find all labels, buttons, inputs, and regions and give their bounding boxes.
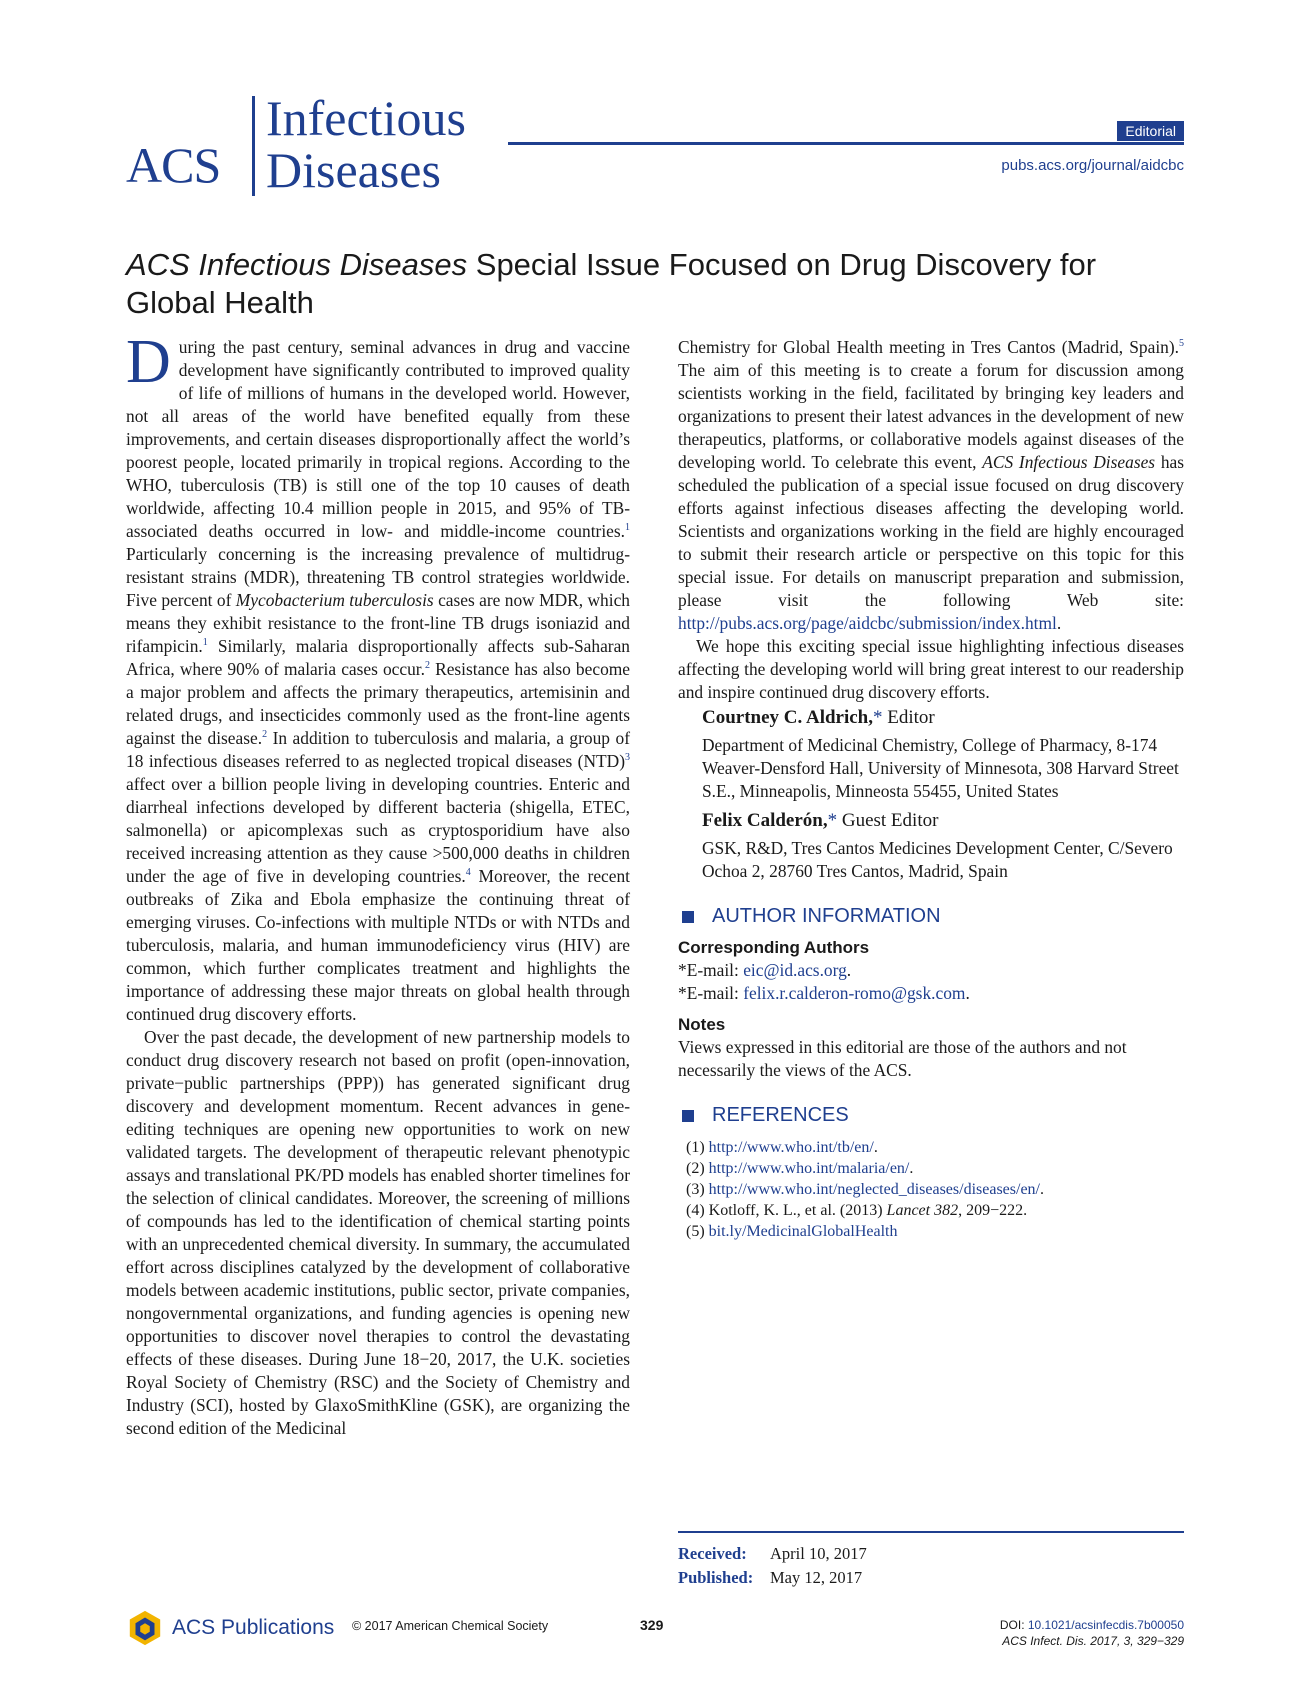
text-run: cases are now MDR, which means they exhibit resistance to the front-line TB drugs isoniazid and rifampicin. <box>126 590 630 656</box>
text-run: Similarly, malaria disproportionally affects sub-Saharan Africa, where 90% of malaria cases occur. <box>126 636 630 679</box>
author-name: Felix Calderón, <box>702 810 828 831</box>
text-run: uring the past century, seminal advances in drug and vaccine development have significantly contributed to improved quality of life of millions of humans in the developed world. However, not all areas of the world have benefited equally from these improvements, and certain diseases disproportionally affect the world’s poorest people, located primarily in tropical regions. According to the WHO, tuberculosis (TB) is still one of the top 10 causes of death worldwide, affecting 10.4 million people in 2015, and 95% of TB-associated deaths occurred in low- and middle-income countries. <box>126 337 630 541</box>
reference-item <box>686 1137 1184 1158</box>
email-line-2 <box>678 982 1184 1005</box>
text-run: . <box>1056 613 1062 633</box>
email-link[interactable]: eic@id.acs.org <box>743 960 847 980</box>
author-role: Editor <box>882 707 935 728</box>
published-label: Published: <box>678 1568 754 1587</box>
ref-link[interactable]: 1 <box>202 637 208 649</box>
dates-rule <box>678 1531 1184 1533</box>
article-title <box>126 246 1186 322</box>
paragraph-intro <box>126 328 631 1026</box>
author-aldrich <box>702 706 1184 730</box>
received-date: April 10, 2017 <box>770 1544 867 1563</box>
publisher-logo[interactable] <box>126 1609 334 1647</box>
doi-link[interactable]: 10.1021/acsinfecdis.7b00050 <box>1027 1618 1184 1632</box>
copyright: © 2017 American Chemical Society <box>352 1619 549 1633</box>
reference-item <box>686 1179 1184 1200</box>
published-date: May 12, 2017 <box>770 1568 863 1587</box>
journal-logo-line2: Diseases <box>266 142 441 198</box>
paragraph-closing: We hope this exciting special issue highlighting infectious diseases affecting the developing world will bring great interest to our readership and inspire continued drug discovery efforts. <box>678 636 1184 702</box>
ref-link[interactable]: 4 <box>465 867 471 879</box>
reference-item <box>686 1200 1184 1221</box>
notes-heading: Notes <box>678 1015 726 1034</box>
journal-logo-title <box>266 92 466 196</box>
text-run: In addition to tuberculosis and malaria, a group of 18 infectious diseases referred to as neglected tropical diseases (NTD) <box>126 728 630 771</box>
ref-num: (5) <box>686 1223 709 1240</box>
received-label: Received: <box>678 1544 747 1563</box>
ref-link[interactable]: 1 <box>625 522 630 534</box>
journal-name: ACS Infectious Diseases <box>982 452 1156 472</box>
ref-num: (4) <box>686 1202 709 1219</box>
paragraph-partnership: Over the past decade, the development of new partnership models to conduct drug discovery research not based on profit (open-innovation, private−public partnerships (PPP)) has generated significant drug discovery and development momentum. Recent advances in gene-editing techniques are opening new opportunities to work on new validated targets. The development of therapeutic relevant phenotypic assays and translational PK/PD models has enabled shorter timelines for the selection of clinical candidates. Moreover, the screening of millions of compounds has led to the identification of chemical starting points with an unprecedented chemical diversity. In summary, the accumulated effort across disciplines catalyzed by the development of collaborative models between academic institutions, public sector, private companies, nongovernmental organizations, and funding agencies is opening new opportunities to discover novel therapies to control the devastating effects of these diseases. During June 18−20, 2017, the U.K. societies Royal Society of Chemistry (RSC) and the Society of Chemistry and Industry (SCI), hosted by GlaxoSmithKline (GSK), are organizing the second edition of the Medicinal <box>126 1027 630 1438</box>
ref-text: Kotloff, K. L., et al. (2013) <box>708 1202 887 1219</box>
article-type-badge: Editorial <box>1117 121 1184 141</box>
section-title: AUTHOR INFORMATION <box>712 905 941 927</box>
text-run: Resistance has also become a major problem and affects the primary therapeutics, artemisinin and related drugs, and insecticides commonly used as the front-line agents against the disease. <box>126 659 631 748</box>
reference-item <box>686 1158 1184 1179</box>
acs-hexagon-icon <box>126 1609 164 1647</box>
logo-divider <box>252 96 255 196</box>
section-title: REFERENCES <box>712 1104 849 1126</box>
section-square-icon <box>682 911 694 923</box>
author-calderon <box>702 809 1184 833</box>
page-number: 329 <box>640 1617 664 1633</box>
punct: . <box>1040 1181 1044 1198</box>
author-name: Courtney C. Aldrich, <box>702 707 873 728</box>
published-row <box>678 1566 867 1590</box>
right-column <box>678 336 1184 1242</box>
article-title-italic: ACS Infectious Diseases <box>126 247 468 282</box>
drop-cap: D <box>126 328 171 396</box>
ref-url[interactable]: http://www.who.int/neglected_diseases/diseases/en/ <box>708 1181 1040 1198</box>
email-label: *E-mail: <box>678 983 744 1003</box>
left-column <box>126 328 631 1440</box>
ref-url[interactable]: http://www.who.int/tb/en/ <box>708 1139 874 1156</box>
journal-logo-acs: ACS <box>126 137 221 193</box>
ref-link[interactable]: 5 <box>1179 338 1184 350</box>
author-info-heading <box>678 905 1184 928</box>
text-run: Moreover, the recent outbreaks of Zika and Ebola emphasize the continuing threat of emerging viruses. Co-infections with multiple NTDs or with NTDs and tuberculosis, malaria, and human immunodeficiency virus (HIV) are common, which further complicates treatment and highlights the importance of addressing these major threats on global health through continued drug discovery efforts. <box>126 866 631 1024</box>
ref-url[interactable]: bit.ly/MedicinalGlobalHealth <box>708 1223 898 1240</box>
paragraph-meeting <box>678 336 1184 635</box>
email-link[interactable]: felix.r.calderon-romo@gsk.com <box>743 983 966 1003</box>
citation-line: ACS Infect. Dis. 2017, 3, 329−329 <box>1002 1634 1184 1648</box>
punct: . <box>909 1160 914 1177</box>
section-square-icon <box>682 1110 694 1122</box>
punct: . <box>965 983 970 1003</box>
text-run: has scheduled the publication of a special issue focused on drug discovery efforts against infectious diseases affecting the developing world. Scientists and organizations working in the field are highly encouraged to submit their research article or perspective on this topic for this special issue. For details on manuscript preparation and submission, please visit the following Web site: <box>678 452 1184 610</box>
submission-link[interactable]: http://pubs.acs.org/page/aidcbc/submission/index.html <box>678 613 1057 633</box>
species-name: Mycobacterium tuberculosis <box>235 590 434 610</box>
affiliation-aldrich: Department of Medicinal Chemistry, College of Pharmacy, 8-174 Weaver-Densford Hall, University of Minnesota, 308 Harvard Street S.E., Minneapolis, Minneosta 55455, United States <box>702 735 1179 801</box>
text-run: affect over a billion people living in developing countries. Enteric and diarrheal infections developed by different bacteria (shigella, ETEC, salmonella) or apicomplexas such as cryptosporidium have also received increasing attention as they cause >500,000 deaths in children under the age of five in developing countries. <box>126 774 630 886</box>
publisher-name: ACS Publications <box>172 1616 335 1639</box>
ref-link[interactable]: 3 <box>625 752 630 764</box>
reference-list <box>678 1137 1184 1242</box>
text-run: Particularly concerning is the increasing prevalence of multidrug-resistant strains (MDR), threatening TB control strategies worldwide. Five percent of <box>126 544 630 610</box>
ref-link[interactable]: 2 <box>262 729 268 741</box>
ref-num: (3) <box>686 1181 709 1198</box>
received-row <box>678 1542 867 1566</box>
corresponding-authors-heading: Corresponding Authors <box>678 938 870 957</box>
corresponding-star[interactable]: * <box>873 707 883 728</box>
article-title-rest: Special Issue Focused on Drug Discovery for Global Health <box>126 247 1097 320</box>
text-run: Chemistry for Global Health meeting in Tres Cantos (Madrid, Spain). <box>678 337 1179 357</box>
ref-link[interactable]: 2 <box>425 660 430 672</box>
ref-url[interactable]: http://www.who.int/malaria/en/ <box>708 1160 910 1177</box>
publication-dates <box>678 1542 867 1590</box>
notes-text: Views expressed in this editorial are those of the authors and not necessarily the views of the ACS. <box>678 1037 1127 1080</box>
corresponding-star[interactable]: * <box>827 810 838 831</box>
journal-url-link[interactable]: pubs.acs.org/journal/aidcbc <box>1001 157 1184 174</box>
punct: . <box>846 960 852 980</box>
ref-pages: , 209−222. <box>958 1202 1028 1219</box>
punct: . <box>873 1139 878 1156</box>
doi-line <box>1000 1617 1184 1633</box>
email-line-1 <box>678 959 1184 982</box>
email-label: *E-mail: <box>678 960 744 980</box>
ref-num: (1) <box>686 1139 709 1156</box>
header-rule <box>508 142 1184 145</box>
reference-item <box>686 1221 1184 1242</box>
journal-logo-line1: Infectious <box>266 90 466 146</box>
text-run: The aim of this meeting is to create a forum for discussion among scientists working in the field, facilitated by bringing key leaders and organizations to present their latest advances in the development of new therapeutics, platforms, or collaborative models against diseases of the developing world. To celebrate this event, <box>678 360 1184 472</box>
ref-num: (2) <box>686 1160 709 1177</box>
references-heading <box>678 1104 1184 1127</box>
affiliation-calderon: GSK, R&D, Tres Cantos Medicines Development Center, C/Severo Ochoa 2, 28760 Tres Cantos, Madrid, Spain <box>702 838 1173 881</box>
doi-block <box>1000 1617 1184 1649</box>
author-role: Guest Editor <box>837 810 939 831</box>
doi-label: DOI: <box>999 1618 1028 1632</box>
ref-journal: Lancet 382 <box>886 1202 959 1219</box>
